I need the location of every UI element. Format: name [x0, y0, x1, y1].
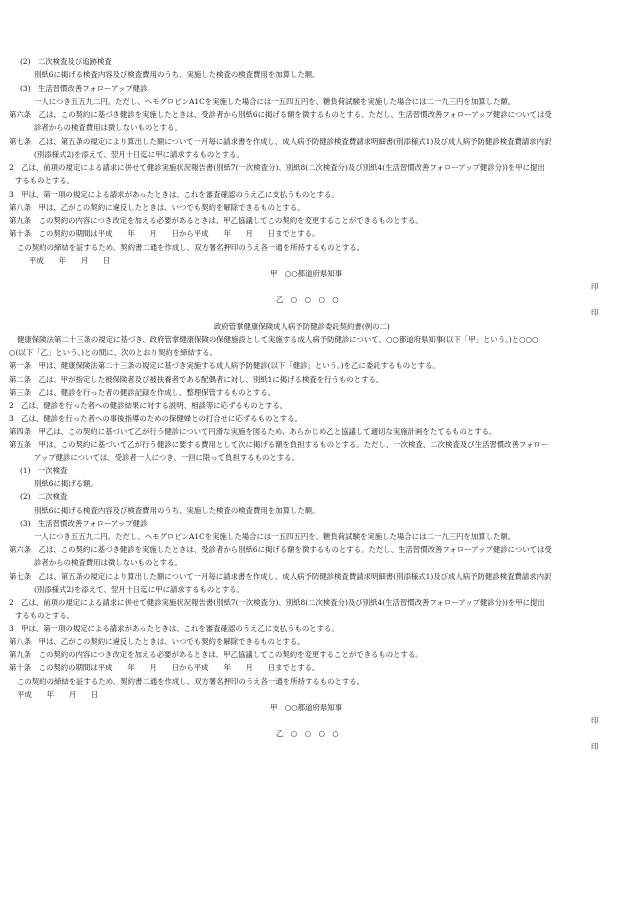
closing-statement: この契約の締結を証するため、契約書二通を作成し、双方署名押印のうえ各一通を所持するものとする。	[17, 243, 365, 252]
item-2-heading: (2) 二次検査及び追跡検査	[20, 57, 112, 66]
article-7-line-1: 第七条 乙は、第五条の規定により算出した額について一月毎に請求書を作成し、成人病予防健診検査費請求明細書(別添様式1)及び成人病予防健診検査費請求内訳	[9, 572, 552, 581]
article-5-line-1: 第五条 甲は、この契約に基づいて乙が行う健診に要する費用として次に掲げる額を負担するものとする。ただし、一次検査、二次検査及び生活習慣改善フォロー	[9, 440, 549, 449]
article-6-line-1: 第六条 乙は、この契約に基づき健診を実施したときは、受診者から別紙6に掲げる額を徴するものとする。ただし、生活習慣改善フォローアップ健診については受	[9, 110, 552, 119]
item-2-text: 別紙6に掲げる検査内容及び検査費用のうち、実施した検査の検査費用を加算した額。	[34, 70, 320, 79]
document-title: 政府管掌健康保険成人病予防健診委託契約書(例の二)	[214, 322, 390, 331]
article-3-para-3: 3 乙は、健診を行った者への事後指導のための保健婦との打合せに応ずるものとする。	[9, 414, 302, 423]
closing-statement: この契約の締結を証するため、契約書二通を作成し、双方署名押印のうえ各一通を所持するものとする。	[17, 677, 365, 686]
item-3-text: 一人につき五五九二円。ただし、ヘモグロビンA1Cを実施した場合には一五四五円を、糖負荷試験を実施した場合には二一九三円を加算した額。	[34, 532, 516, 541]
preamble-line-1: 健康保険法第二十三条の規定に基づき、政府管掌健康保険の保健施設として実施する成人病予防健診について、○○都道府県知事(以下「甲」という。)と○○○	[17, 335, 539, 344]
article-5-line-2: アップ健診については、受診者一人につき、一回に限って負担するものとする。	[34, 453, 299, 462]
preamble-line-2: ○(以下「乙」という。)との間に、次のとおり契約を締結する。	[9, 348, 218, 357]
article-7-line-2: (別添様式2)を添えて、翌月十日迄に甲に請求するものとする。	[34, 150, 244, 159]
article-8: 第八条 甲は、乙がこの契約に違反したときは、いつでも契約を解除できるものとする。	[9, 203, 305, 212]
seal-mark-a: 印	[591, 282, 599, 291]
article-3-para-2: 2 乙は、健診を行った者への健診結果に対する説明、相談等に応ずるものとする。	[9, 401, 288, 410]
article-7-para-3: 3 甲は、第一項の規定による請求があったときは、これを審査確認のうえ乙に支払うものとする。	[9, 190, 339, 199]
article-7-para-2-line-1: 2 乙は、前項の規定による請求に併せて健診実施状況報告書(別紙7(一次検査分)、別紙8(二次検査分)及び別紙4(生活習慣改善フォローアップ健診分))を甲に提出	[9, 598, 545, 607]
article-7-line-1: 第七条 乙は、第五条の規定により算出した額について一月毎に請求書を作成し、成人病予防健診検査費請求明細書(別添様式1)及び成人病予防健診検査費請求内訳	[9, 137, 552, 146]
article-9: 第九条 この契約の内容につき改定を加える必要があるときは、甲乙協議してこの契約を変更することができるものとする。	[9, 650, 423, 659]
article-8: 第八条 甲は、乙がこの契約に違反したときは、いつでも契約を解除できるものとする。	[9, 637, 305, 646]
article-2: 第二条 乙は、甲が指定した被保険者及び被扶養者である配偶者に対し、別紙1に掲げる検査を行うものとする。	[9, 375, 384, 384]
item-2-text: 別紙6に掲げる検査内容及び検査費用のうち、実施した検査の検査費用を加算した額。	[34, 506, 320, 515]
article-1: 第一条 甲は、健康保険法第二十三条の規定に基づき実施する成人病予防健診(以下「健診」という。)を乙に委託するものとする。	[9, 361, 440, 370]
seal-mark-b: 印	[591, 308, 599, 317]
article-9: 第九条 この契約の内容につき改定を加える必要があるときは、甲乙協議してこの契約を変更することができるものとする。	[9, 216, 423, 225]
article-6-line-2: 診者からの検査費用は徴しないものとする。	[34, 123, 182, 132]
party-a: 甲 ○○都道府県知事	[270, 269, 343, 278]
item-3-heading: (3) 生活習慣改善フォローアップ健診	[20, 84, 148, 93]
article-7-para-2-line-2: するものとする。	[15, 611, 75, 620]
party-b: 乙 ○ ○ ○ ○	[276, 729, 339, 738]
contract-date: 平成 年 月 日	[29, 256, 111, 265]
article-10: 第十条 この契約の期間は平成 年 月 日から平成 年 月 日までとする。	[9, 229, 320, 238]
article-4: 第四条 甲乙は、この契約に基づいて乙が行う健診について円滑な実施を図るため、あらかじめ乙と協議して適切な実施計画をたてるものとする。	[9, 427, 497, 436]
article-3: 第三条 乙は、健診を行った者の健診記録を作成し、整理保管するものとする。	[9, 388, 276, 397]
item-3-text: 一人につき五五九二円。ただし、ヘモグロビンA1Cを実施した場合には一五四五円を、糖負荷試験を実施した場合には二一九三円を加算した額。	[34, 97, 516, 106]
article-7-line-2: (別添様式2)を添えて、翌月十日迄に甲に請求するものとする。	[34, 585, 244, 594]
item-1-text: 別紙6に掲げる額。	[34, 479, 98, 488]
seal-mark-b: 印	[591, 742, 599, 751]
article-6-line-1: 第六条 乙は、この契約に基づき健診を実施したときは、受診者から別紙6に掲げる額を徴するものとする。ただし、生活習慣改善フォローアップ健診については受	[9, 545, 552, 554]
article-7-para-3: 3 甲は、第一項の規定による請求があったときは、これを審査確認のうえ乙に支払うものとする。	[9, 624, 339, 633]
item-3-heading: (3) 生活習慣改善フォローアップ健診	[20, 519, 148, 528]
article-10: 第十条 この契約の期間は平成 年 月 日から平成 年 月 日までとする。	[9, 663, 320, 672]
seal-mark-a: 印	[591, 716, 599, 725]
item-2-heading: (2) 二次検査	[20, 492, 68, 501]
article-7-para-2-line-1: 2 乙は、前項の規定による請求に併せて健診実施状況報告書(別紙7(一次検査分)、別紙8(二次検査分)及び別紙4(生活習慣改善フォローアップ健診分))を甲に提出	[9, 163, 545, 172]
party-b: 乙 ○ ○ ○ ○	[276, 295, 339, 304]
article-6-line-2: 診者からの検査費用は徴しないものとする。	[34, 558, 182, 567]
article-7-para-2-line-2: するものとする。	[15, 176, 75, 185]
item-1-heading: (1) 一次検査	[20, 466, 68, 475]
party-a: 甲 ○○都道府県知事	[270, 703, 343, 712]
contract-date: 平成 年 月 日	[17, 690, 99, 699]
